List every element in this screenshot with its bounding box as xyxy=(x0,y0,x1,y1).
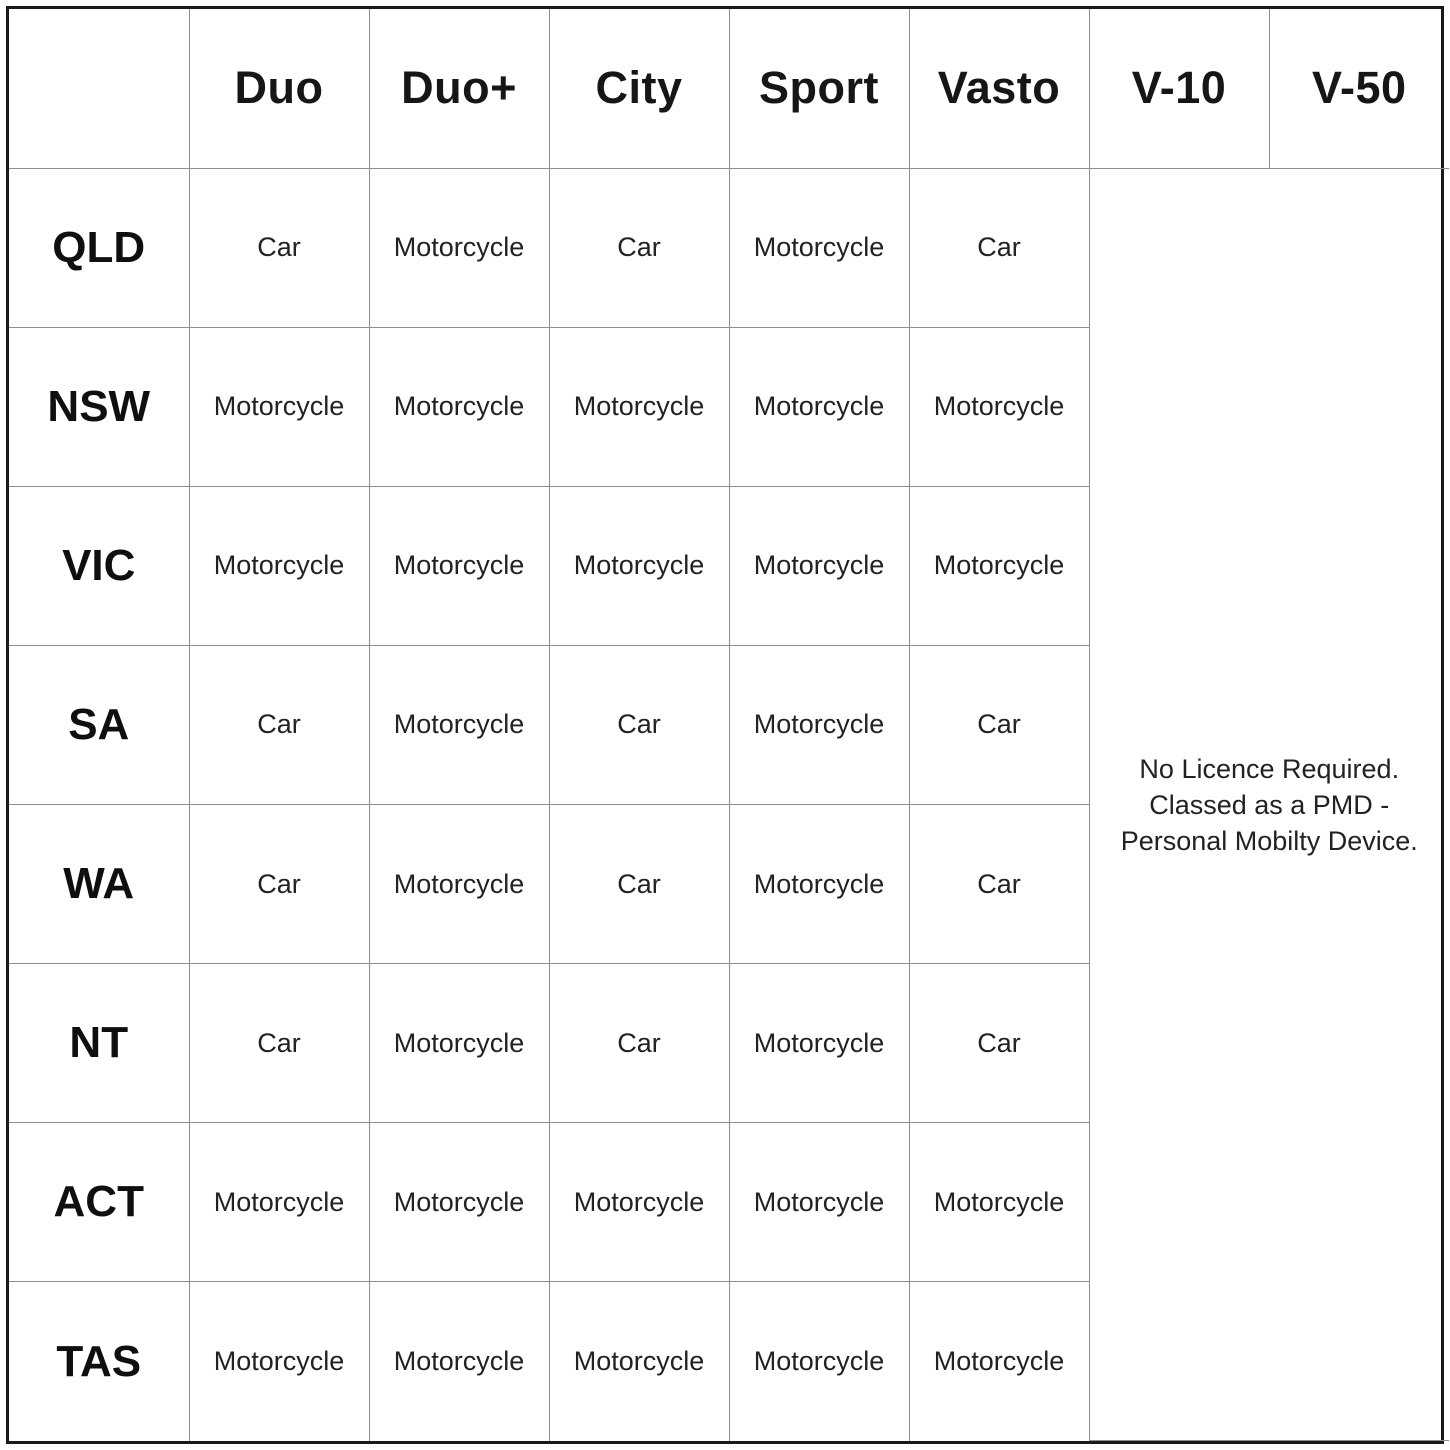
pmd-note-line: Classed as a PMD - xyxy=(1149,789,1390,820)
licence-cell: Motorcycle xyxy=(189,1123,369,1282)
licence-cell: Motorcycle xyxy=(369,1123,549,1282)
licence-cell: Car xyxy=(189,805,369,964)
row-header-nsw: NSW xyxy=(9,327,189,486)
licence-cell: Motorcycle xyxy=(549,1123,729,1282)
licence-cell: Motorcycle xyxy=(729,1123,909,1282)
licence-cell: Motorcycle xyxy=(909,327,1089,486)
licence-cell: Motorcycle xyxy=(729,805,909,964)
row-header-vic: VIC xyxy=(9,486,189,645)
licence-cell: Car xyxy=(549,964,729,1123)
column-header-sport: Sport xyxy=(729,9,909,168)
licence-cell: Motorcycle xyxy=(909,486,1089,645)
licence-cell: Motorcycle xyxy=(549,1282,729,1441)
corner-cell xyxy=(9,9,189,168)
pmd-note-cell xyxy=(1089,168,1449,1441)
licence-cell: Car xyxy=(549,168,729,327)
licence-cell: Motorcycle xyxy=(729,645,909,804)
licence-cell: Motorcycle xyxy=(189,486,369,645)
licence-cell: Car xyxy=(549,805,729,964)
row-header-qld: QLD xyxy=(9,168,189,327)
column-header-vasto: Vasto xyxy=(909,9,1089,168)
column-header-duo: Duo xyxy=(189,9,369,168)
licence-cell: Motorcycle xyxy=(909,1282,1089,1441)
licence-cell: Motorcycle xyxy=(369,327,549,486)
licence-cell: Car xyxy=(909,964,1089,1123)
column-header-city: City xyxy=(549,9,729,168)
licence-cell: Motorcycle xyxy=(189,327,369,486)
row-header-act: ACT xyxy=(9,1123,189,1282)
licence-cell: Motorcycle xyxy=(369,964,549,1123)
licence-cell: Motorcycle xyxy=(549,327,729,486)
licence-cell: Car xyxy=(909,805,1089,964)
licence-cell: Motorcycle xyxy=(729,1282,909,1441)
licence-cell: Motorcycle xyxy=(369,645,549,804)
licence-cell: Motorcycle xyxy=(729,964,909,1123)
licence-cell: Car xyxy=(189,964,369,1123)
licence-cell: Car xyxy=(189,168,369,327)
row-header-wa: WA xyxy=(9,805,189,964)
licence-cell: Motorcycle xyxy=(369,1282,549,1441)
licence-cell: Motorcycle xyxy=(369,805,549,964)
column-header-v-50: V-50 xyxy=(1269,9,1449,168)
licence-cell: Motorcycle xyxy=(729,327,909,486)
licence-cell: Motorcycle xyxy=(369,486,549,645)
header-row xyxy=(9,9,1449,168)
row-header-nt: NT xyxy=(9,964,189,1123)
licence-cell: Car xyxy=(189,645,369,804)
licence-cell: Motorcycle xyxy=(729,168,909,327)
licence-cell: Car xyxy=(909,645,1089,804)
row-header-sa: SA xyxy=(9,645,189,804)
pmd-note-line: Personal Mobilty Device. xyxy=(1120,825,1418,856)
licence-cell: Motorcycle xyxy=(549,486,729,645)
column-header-v-10: V-10 xyxy=(1089,9,1269,168)
pmd-note-line: No Licence Required. xyxy=(1139,753,1400,784)
licence-cell: Car xyxy=(549,645,729,804)
licence-table-frame xyxy=(6,6,1444,1444)
table-row xyxy=(9,168,1449,327)
row-header-tas: TAS xyxy=(9,1282,189,1441)
licence-cell: Motorcycle xyxy=(369,168,549,327)
licence-cell: Motorcycle xyxy=(189,1282,369,1441)
licence-cell: Motorcycle xyxy=(909,1123,1089,1282)
licence-cell: Motorcycle xyxy=(729,486,909,645)
licence-requirements-table xyxy=(9,9,1449,1441)
licence-cell: Car xyxy=(909,168,1089,327)
column-header-duo: Duo+ xyxy=(369,9,549,168)
